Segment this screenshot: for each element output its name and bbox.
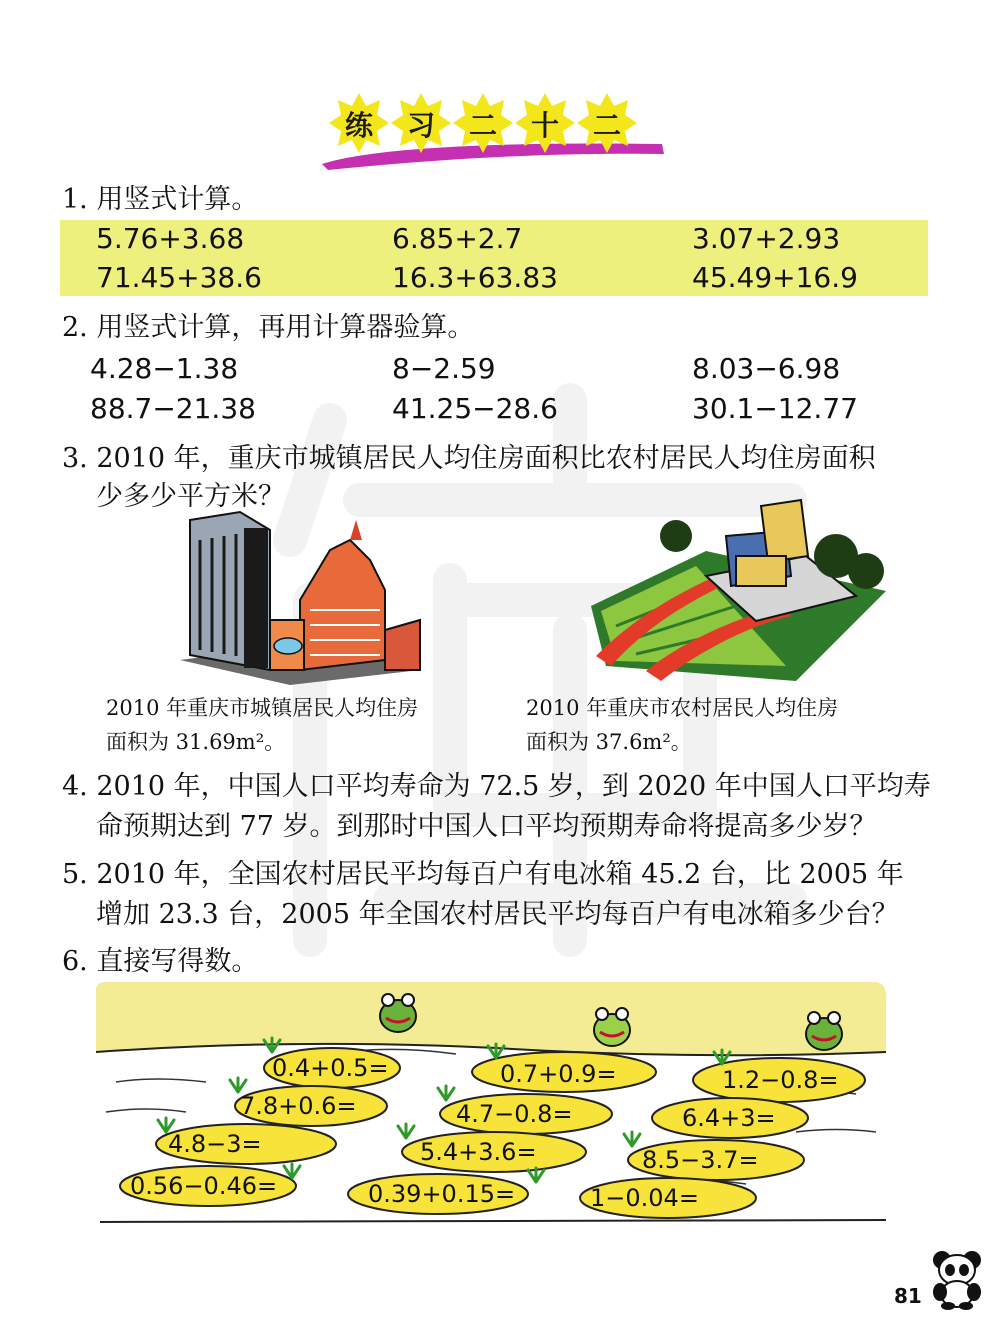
rural-caption: 面积为 37.6m²。 bbox=[526, 730, 692, 754]
rural-house-illustration bbox=[586, 496, 896, 686]
question-3-text: 少多少平方米？ bbox=[96, 481, 285, 512]
title-char: 十 bbox=[530, 109, 559, 142]
question-5-text: 5. 2010 年，全国农村居民平均每百户有电冰箱 45.2 台，比 2005 年 bbox=[62, 859, 904, 890]
lily-pad-expression: 0.39+0.15= bbox=[368, 1180, 516, 1208]
question-3-text: 3. 2010 年，重庆市城镇居民人均住房面积比农村居民人均住房面积 bbox=[62, 443, 876, 474]
title-char: 二 bbox=[592, 109, 621, 142]
question-1-heading: 1. 用竖式计算。 bbox=[62, 184, 259, 215]
question-5-text: 增加 23.3 台，2005 年全国农村居民平均每百户有电冰箱多少台？ bbox=[96, 899, 899, 930]
lily-pad-expression: 4.7−0.8= bbox=[456, 1100, 573, 1128]
q2-expression: 88.7−21.38 bbox=[90, 392, 256, 425]
lily-pad-expression: 1−0.04= bbox=[590, 1184, 699, 1212]
frog-icon bbox=[806, 1012, 842, 1050]
q1-expression: 3.07+2.93 bbox=[692, 222, 841, 255]
title-char: 练 bbox=[344, 109, 373, 142]
question-6-heading: 6. 直接写得数。 bbox=[62, 946, 259, 977]
q1-expression: 45.49+16.9 bbox=[692, 261, 858, 294]
q1-expression: 71.45+38.6 bbox=[96, 261, 262, 294]
title-char: 二 bbox=[468, 109, 497, 142]
lily-pad-expression: 0.56−0.46= bbox=[130, 1172, 278, 1200]
q2-expression: 30.1−12.77 bbox=[692, 392, 858, 425]
urban-buildings-illustration bbox=[170, 510, 430, 690]
rural-caption: 2010 年重庆市农村居民人均住房 bbox=[526, 696, 839, 720]
page-number: 81 bbox=[894, 1284, 922, 1308]
frog-icon bbox=[380, 994, 416, 1032]
lily-pad-expression: 6.4+3= bbox=[682, 1104, 776, 1132]
panda-icon bbox=[928, 1248, 988, 1310]
lily-pad-expression: 4.8−3= bbox=[168, 1130, 262, 1158]
title-char: 习 bbox=[406, 109, 435, 142]
q1-expression: 16.3+63.83 bbox=[392, 261, 558, 294]
urban-caption: 2010 年重庆市城镇居民人均住房 bbox=[106, 696, 419, 720]
lily-pad-expression: 7.8+0.6= bbox=[240, 1092, 357, 1120]
lily-pad-expression: 1.2−0.8= bbox=[722, 1066, 839, 1094]
exercise-title bbox=[318, 92, 668, 172]
frog-icon bbox=[594, 1008, 630, 1046]
lily-pad-expression: 0.7+0.9= bbox=[500, 1060, 617, 1088]
lily-pad-expression: 0.4+0.5= bbox=[272, 1054, 389, 1082]
q2-expression: 8.03−6.98 bbox=[692, 352, 841, 385]
q2-expression: 4.28−1.38 bbox=[90, 352, 239, 385]
pond-scene bbox=[96, 982, 888, 1227]
urban-caption: 面积为 31.69m²。 bbox=[106, 730, 286, 754]
q2-expression: 41.25−28.6 bbox=[392, 392, 558, 425]
lily-pad-expression: 8.5−3.7= bbox=[642, 1146, 759, 1174]
q2-expression: 8−2.59 bbox=[392, 352, 496, 385]
question-4-text: 命预期达到 77 岁。到那时中国人口平均预期寿命将提高多少岁？ bbox=[96, 811, 877, 842]
lily-pad-expression: 5.4+3.6= bbox=[420, 1138, 537, 1166]
question-2-heading: 2. 用竖式计算，再用计算器验算。 bbox=[62, 312, 475, 343]
question-4-text: 4. 2010 年，中国人口平均寿命为 72.5 岁，到 2020 年中国人口平均寿 bbox=[62, 771, 931, 802]
q1-expression: 5.76+3.68 bbox=[96, 222, 245, 255]
q1-expression: 6.85+2.7 bbox=[392, 222, 523, 255]
